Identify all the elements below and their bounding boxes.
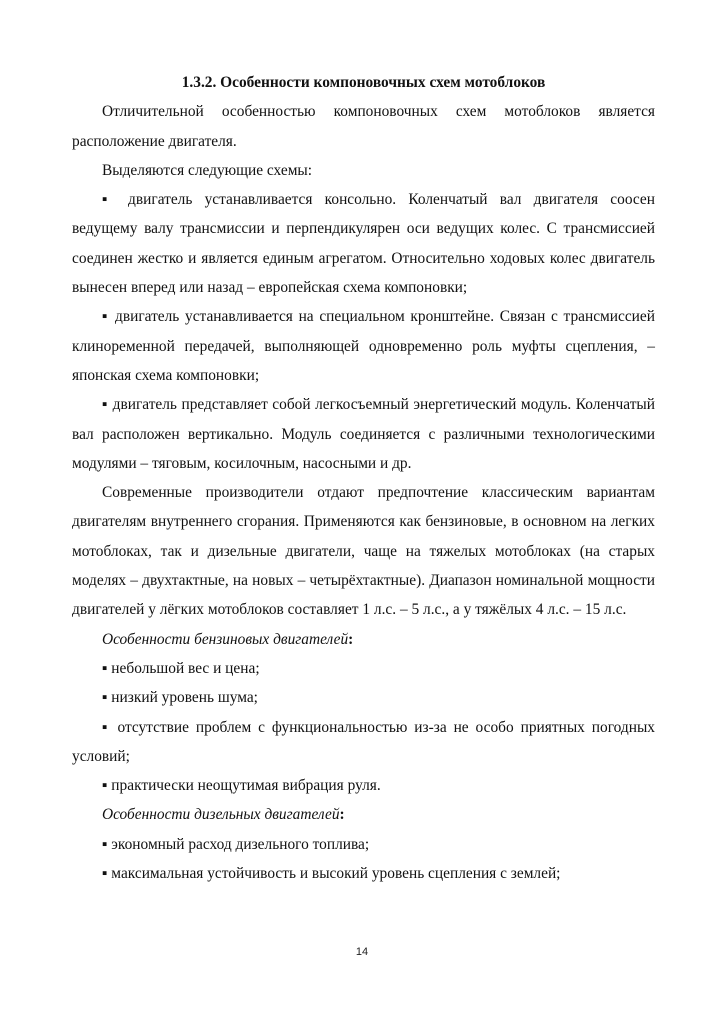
subheading-diesel-text: Особенности дизельных двигателей <box>102 806 340 824</box>
list-item-diesel-2: ▪ максимальная устойчивость и высокий уровень сцепления с землей; <box>102 865 561 883</box>
document-page <box>72 68 655 888</box>
paragraph-intro: Отличительной особенностью компоновочных схем мотоблоков является расположение двигателя. <box>72 103 655 150</box>
page-number: 14 <box>355 946 369 958</box>
list-item-petrol-2: ▪ низкий уровень шума; <box>102 689 258 707</box>
section-heading: 1.3.2. Особенности компоновочных схем мотоблоков <box>181 74 546 91</box>
list-item-petrol-4: ▪ практически неощутимая вибрация руля. <box>102 777 381 795</box>
bullet-european-scheme: ▪ двигатель устанавливается консольно. Коленчатый вал двигателя соосен ведущему валу трансмиссии и перпендикулярен оси ведущих колес. С трансмиссией соединен жестко и является единым агрегатом. Относительно ходовых колес двигатель вынесен вперед или назад – европейская схема компоновки; <box>72 191 655 297</box>
subheading-petrol-text: Особенности бензиновых двигателей <box>102 630 349 648</box>
subheading-diesel <box>72 800 655 829</box>
subheading-diesel-colon: : <box>339 806 345 824</box>
list-item-petrol-3: ▪ отсутствие проблем с функциональностью из-за не особо приятных погодных условий; <box>72 718 655 765</box>
bullet-japanese-scheme: ▪ двигатель устанавливается на специальном кронштейне. Связан с трансмиссией клиноременной передачей, выполняющей одновременно роль муфты сцепления, – японская схема компоновки; <box>72 308 655 384</box>
paragraph-schemes-lead: Выделяются следующие схемы: <box>102 161 313 179</box>
subheading-petrol-colon: : <box>348 630 354 648</box>
list-item-diesel-1: ▪ экономный расход дизельного топлива; <box>102 835 370 853</box>
paragraph-engines: Современные производители отдают предпочтение классическим вариантам двигателям внутреннего сгорания. Применяются как бензиновые, в основном на легких мотоблоках, так и дизельные двигатели, чаще на тяжелых мотоблоках (на старых моделях – двухтактные, на новых – четырёхтактные). Диапазон номинальной мощности двигателей у лёгких мотоблоков составляет 1 л.с. – 5 л.с., а у тяжёлых 4 л.с. – 15 л.с. <box>72 484 655 619</box>
list-item-petrol-1: ▪ небольшой вес и цена; <box>102 659 260 677</box>
bullet-modular-scheme: ▪ двигатель представляет собой легкосъемный энергетический модуль. Коленчатый вал расположен вертикально. Модуль соединяется с различными технологическими модулями – тяговым, косилочным, насосными и др. <box>72 396 655 472</box>
subheading-petrol <box>72 625 655 654</box>
